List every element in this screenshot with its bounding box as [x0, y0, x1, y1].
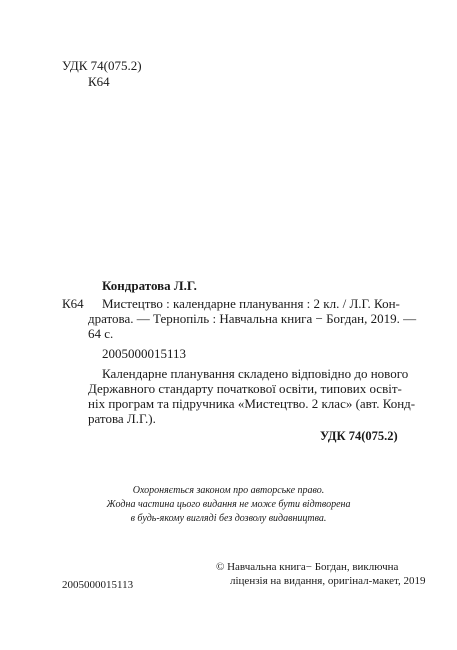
copyright-notice-line-1: Охороняється законом про авторське право. [132, 485, 325, 496]
author-sign-top: К64 [88, 74, 110, 89]
udk-top: УДК 74(075.2) [62, 58, 142, 73]
author-sign: К64 [62, 296, 84, 311]
description-line-2: дратова. — Тернопіль : Навчальна книга − Богдан, 2019. — [88, 311, 417, 326]
copyright-notice-line-2: Жодна частина цього видання не може бути відтворена [106, 499, 351, 510]
abstract-line-4: ратова Л.Г.). [88, 411, 156, 426]
bottom-isbn: 2005000015113 [62, 579, 134, 591]
abstract-line-1: Календарне планування складено відповідно до нового [102, 366, 409, 381]
abstract-line-3: ніх програм та підручника «Мистецтво. 2 клас» (авт. Конд- [88, 396, 416, 411]
isbn: 2005000015113 [102, 346, 187, 361]
description-line-1: Мистецтво : календарне планування : 2 кл. / Л.Г. Кон- [102, 296, 400, 311]
copyright-notice-line-3: в будь-якому вигляді без дозволу видавництва. [130, 513, 327, 524]
author-heading: Кондратова Л.Г. [102, 278, 197, 293]
description-line-3: 64 с. [88, 326, 114, 341]
publisher-line-1: © Навчальна книга− Богдан, виключна [216, 561, 399, 573]
publisher-line-2: ліцензія на видання, оригінал-макет, 2019 [230, 575, 426, 587]
abstract-line-2: Державного стандарту початкової освіти, типових освіт- [88, 381, 402, 396]
udk-right: УДК 74(075.2) [320, 429, 398, 443]
